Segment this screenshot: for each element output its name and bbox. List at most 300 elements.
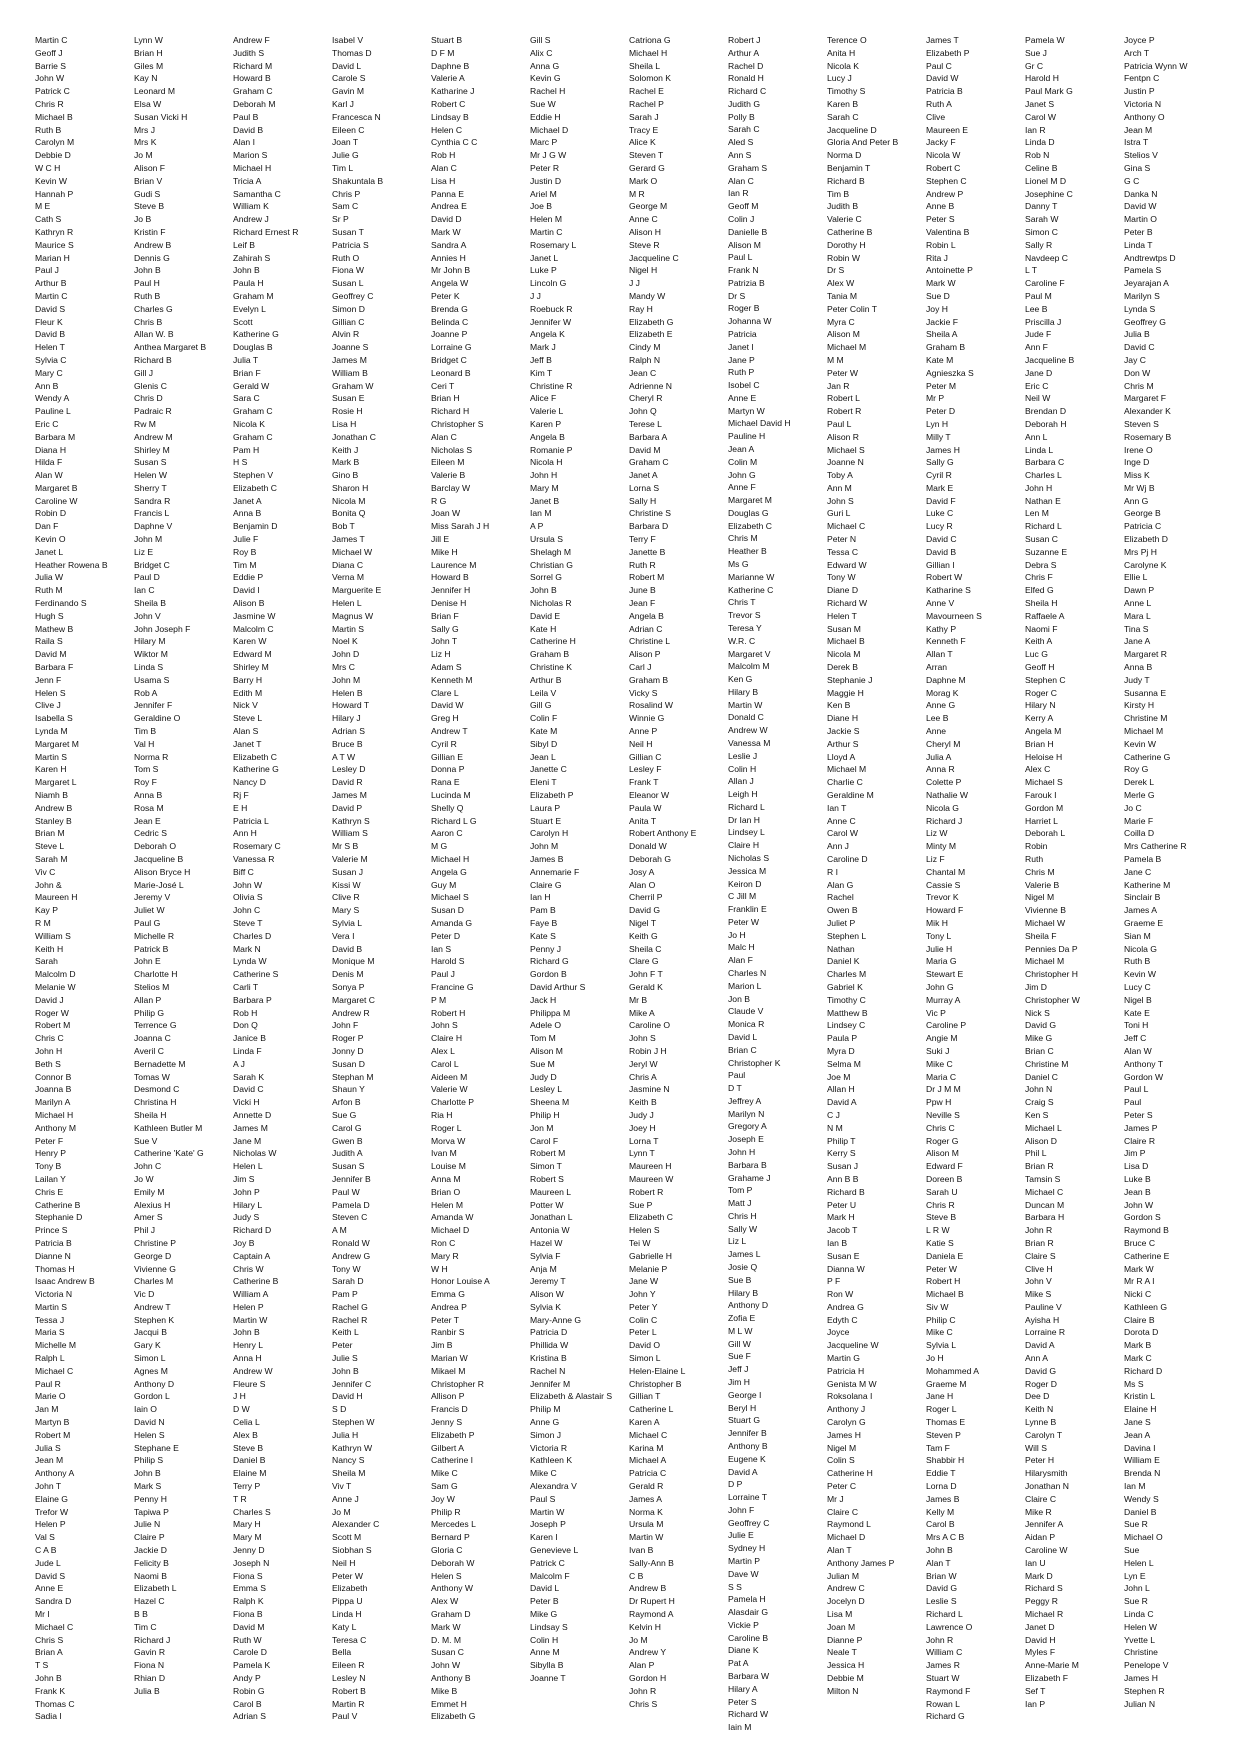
name-entry: Chris F <box>1025 572 1053 583</box>
name-entry: John B <box>530 585 557 596</box>
name-entry: Andrew B <box>629 1583 667 1594</box>
name-entry: Jon M <box>530 1122 554 1133</box>
name-entry: Judy J <box>629 1109 654 1120</box>
name-entry: Richard W <box>728 1709 769 1720</box>
name-entry: Mike G <box>530 1609 558 1620</box>
name-entry: Elizabeth G <box>431 1711 476 1722</box>
name-entry: Anne-Marie M <box>1025 1660 1079 1671</box>
name-entry: Beryl H <box>728 1402 757 1413</box>
name-entry: Kenneth M <box>431 674 473 685</box>
name-entry: James A <box>629 1493 662 1504</box>
name-entry: Keith H <box>35 943 64 954</box>
name-entry: Pat A <box>728 1658 749 1669</box>
name-entry: Joseph E <box>728 1134 764 1145</box>
name-entry: Inge D <box>1124 457 1150 468</box>
name-entry: Steve R <box>629 239 660 250</box>
name-entry: Geraldine M <box>827 790 874 801</box>
name-entry: Wendy A <box>35 393 70 404</box>
name-entry: John B <box>35 1673 62 1683</box>
name-entry: Graham B <box>629 674 669 685</box>
name-entry: Alice K <box>629 137 656 148</box>
name-entry: Anne <box>926 726 947 737</box>
name-entry: Paul D <box>134 572 160 583</box>
name-entry: Gillian C <box>332 316 365 327</box>
name-entry: Susan D <box>332 1058 365 1069</box>
name-entry: Monica R <box>728 1019 765 1030</box>
name-entry: Juliet W <box>134 905 165 916</box>
name-entry: J J <box>629 278 640 289</box>
name-entry: Isaac Andrew B <box>35 1276 95 1287</box>
name-entry: Alan P <box>629 1660 655 1671</box>
name-entry: Alison H <box>629 226 661 237</box>
name-entry: Philip C <box>926 1314 956 1325</box>
name-entry: L R W <box>926 1225 950 1236</box>
name-entry: Peter T <box>431 1314 460 1325</box>
name-entry: Mr I <box>35 1609 50 1620</box>
name-entry: Martin C <box>530 226 563 237</box>
name-entry: Elizabeth C <box>233 751 277 762</box>
name-entry: Tony W <box>827 572 856 583</box>
name-entry: Simon C <box>1025 226 1058 237</box>
name-entry: Charles G <box>134 303 173 314</box>
name-entry: Richard L <box>1025 521 1062 532</box>
name-entry: Josy A <box>629 866 655 877</box>
name-entry: Tim C <box>134 1621 157 1632</box>
name-entry: Liz E <box>134 546 154 557</box>
name-entry: Michael S <box>431 892 469 903</box>
name-entry: Catherine G <box>1124 751 1171 762</box>
name-entry: Biff C <box>233 866 254 877</box>
name-entry: Peter C <box>827 1481 857 1492</box>
name-entry: Jonny D <box>332 1045 364 1056</box>
name-entry: Gudi S <box>134 188 161 199</box>
name-entry: Mary R <box>431 1250 459 1261</box>
name-entry: Mr S B <box>332 841 359 852</box>
name-entry: Pippa U <box>332 1596 363 1607</box>
name-entry: Clive <box>926 111 946 122</box>
name-column <box>431 34 530 1734</box>
name-entry: Marie-José L <box>134 879 184 890</box>
name-entry: Laurence M <box>431 559 477 570</box>
name-entry: Robert Anthony E <box>629 828 697 839</box>
name-entry: Brian V <box>134 175 163 186</box>
name-entry: Ferdinando S <box>35 598 87 609</box>
name-entry: Roger L <box>431 1122 462 1133</box>
name-entry: Craig S <box>1025 1097 1054 1108</box>
name-entry: Andrea P <box>431 1301 467 1312</box>
name-entry: W.R. C <box>728 635 756 646</box>
name-entry: Francis L <box>134 508 170 519</box>
name-entry: John W <box>35 73 65 84</box>
name-entry: Brendan D <box>1025 406 1067 417</box>
name-entry: Sam C <box>332 201 359 212</box>
name-entry: Christina H <box>134 1097 177 1108</box>
name-entry: M M <box>827 354 844 365</box>
name-entry: Roy G <box>1124 764 1149 775</box>
name-entry: Caroline F <box>1025 278 1065 289</box>
name-entry: Michael D <box>431 1225 470 1236</box>
name-entry: Rob A <box>134 687 158 698</box>
name-entry: Catherine B <box>35 1199 81 1210</box>
name-entry: Barbara D <box>629 521 669 532</box>
name-entry: James P <box>1124 1122 1158 1133</box>
name-entry: John R <box>926 1634 954 1645</box>
name-entry: Ken G <box>728 674 753 685</box>
name-entry: Anthony J <box>827 1404 866 1415</box>
name-entry: Elizabeth C <box>629 1212 673 1223</box>
name-entry: Jo H <box>926 1353 944 1364</box>
name-entry: Karen I <box>530 1532 558 1543</box>
name-entry: Susan J <box>827 1161 859 1172</box>
name-entry: Robert C <box>926 162 961 173</box>
name-entry: Jonathan L <box>530 1212 573 1223</box>
name-entry: Kathryn R <box>35 226 74 237</box>
name-entry: Jim D <box>1025 981 1047 992</box>
name-entry: Jude L <box>35 1557 61 1568</box>
name-entry: Michael S <box>1025 777 1063 788</box>
name-entry: Rj F <box>233 790 249 801</box>
name-entry: Philip H <box>530 1109 560 1120</box>
name-entry: Antonia W <box>530 1225 570 1236</box>
name-entry: George I <box>728 1389 762 1400</box>
name-entry: David G <box>1025 1365 1057 1376</box>
name-entry: Jack H <box>530 994 557 1005</box>
name-entry: Ronald W <box>332 1237 370 1248</box>
name-entry: Alan S <box>233 726 259 737</box>
name-entry: Chris B <box>134 316 163 327</box>
name-entry: Annies H <box>431 252 466 263</box>
name-entry: Paula W <box>629 802 662 813</box>
name-entry: Simon T <box>530 1161 562 1172</box>
name-entry: Patricia C <box>1124 521 1162 532</box>
name-entry: Ruth O <box>332 252 360 263</box>
name-entry: Michael B <box>827 636 865 647</box>
name-entry: Alex W <box>827 278 855 289</box>
name-entry: Sue D <box>926 290 950 301</box>
name-entry: Ronald H <box>728 73 764 84</box>
name-entry: Kathleen Butler M <box>134 1122 203 1133</box>
name-entry: Kathy P <box>926 623 957 634</box>
name-entry: Angela G <box>431 866 467 877</box>
name-entry: Andrew W <box>728 725 768 736</box>
name-entry: Nicola G <box>926 802 959 813</box>
name-entry: Neville S <box>926 1109 960 1120</box>
name-entry: Angela K <box>530 329 565 340</box>
name-entry: Mark W <box>926 278 956 289</box>
name-entry: Simon L <box>629 1353 661 1364</box>
name-entry: Geoff H <box>1025 662 1055 673</box>
name-entry: Alan W <box>35 470 63 481</box>
name-entry: Christine <box>1124 1647 1158 1658</box>
name-entry: Dr S <box>827 265 845 276</box>
name-entry: Hugh S <box>35 610 64 621</box>
name-entry: Alison Bryce H <box>134 866 191 877</box>
name-entry: Hilda F <box>35 457 63 468</box>
name-entry: Peter S <box>728 1696 757 1707</box>
name-entry: Anita H <box>827 47 856 58</box>
name-entry: Jean F <box>629 598 656 609</box>
name-entry: Chris T <box>728 597 756 608</box>
name-entry: Genista M W <box>827 1378 877 1389</box>
name-entry: Margaret B <box>35 482 78 493</box>
name-entry: Isobel C <box>728 380 760 391</box>
name-entry: Gordon L <box>134 1391 170 1402</box>
name-entry: Lorna T <box>629 1135 659 1146</box>
name-entry: Malcolm M <box>728 661 770 672</box>
name-entry: David R <box>332 777 363 788</box>
name-entry: John S <box>431 1020 458 1031</box>
name-entry: Dee D <box>1025 1391 1050 1402</box>
name-entry: Carolyn T <box>1025 1429 1063 1440</box>
name-entry: Jay C <box>1124 354 1146 365</box>
name-entry: Danka N <box>1124 188 1158 199</box>
name-entry: Lisa D <box>1124 1161 1149 1172</box>
name-entry: Sara C <box>233 393 260 404</box>
name-entry: Brian H <box>134 47 163 58</box>
name-entry: Donald C <box>728 712 764 723</box>
name-entry: Peter U <box>827 1199 857 1210</box>
name-entry: Elizabeth C <box>728 520 772 531</box>
name-entry: Nick V <box>233 700 258 711</box>
name-entry: Stuart W <box>926 1673 960 1683</box>
name-entry: William A <box>233 1289 269 1300</box>
name-entry: Jon B <box>728 993 750 1004</box>
name-entry: D W <box>233 1404 250 1415</box>
name-entry: Stephen C <box>1025 674 1066 685</box>
name-entry: Jane W <box>629 1276 659 1287</box>
name-entry: Gordon B <box>530 969 567 980</box>
name-entry: Barbara A <box>629 431 668 442</box>
name-entry: Jennifer H <box>431 585 471 596</box>
name-entry: Terese L <box>629 418 662 429</box>
name-entry: Sandra R <box>134 495 171 506</box>
name-entry: Katy L <box>332 1621 357 1632</box>
name-entry: Navdeep C <box>1025 252 1068 263</box>
name-entry: Julia A <box>926 751 952 762</box>
name-entry: Kate H <box>530 623 557 634</box>
name-entry: Paul L <box>827 418 852 429</box>
name-entry: Peter D <box>431 930 461 941</box>
name-entry: Elsa W <box>134 98 162 109</box>
name-entry: Anja M <box>530 1263 557 1274</box>
name-entry: Mary S <box>332 905 360 916</box>
name-entry: Paul J <box>35 265 59 276</box>
name-entry: Barbara H <box>1025 1212 1065 1223</box>
name-entry: Christopher S <box>431 418 484 429</box>
name-entry: Keith L <box>332 1327 359 1338</box>
name-entry: Colin J <box>728 213 755 224</box>
name-entry: David S <box>35 303 66 314</box>
name-entry: Susan Vicki H <box>134 111 188 122</box>
name-entry: Eugene K <box>728 1453 766 1464</box>
name-entry: Rosemary L <box>530 239 577 250</box>
name-entry: David S <box>35 1570 66 1581</box>
name-entry: Katherine G <box>233 764 279 775</box>
name-entry: Ann F <box>1025 342 1048 353</box>
name-entry: Hazel W <box>530 1237 563 1248</box>
name-entry: David O <box>629 1340 661 1351</box>
name-entry: John N <box>1025 1084 1053 1095</box>
name-entry: Anne C <box>629 214 658 225</box>
name-entry: Mik H <box>926 917 948 928</box>
name-entry: Fiona N <box>134 1660 165 1671</box>
name-entry: Edith M <box>233 687 263 698</box>
name-entry: Ceri T <box>431 380 455 391</box>
name-entry: Emmet H <box>431 1698 467 1709</box>
name-entry: Sally G <box>926 457 954 468</box>
name-entry: Gavin R <box>134 1647 166 1658</box>
name-entry: Tim B <box>134 726 157 737</box>
name-entry: Steve L <box>233 713 263 724</box>
name-entry: Dawn P <box>1124 585 1155 596</box>
name-entry: Joan M <box>827 1621 856 1632</box>
name-entry: Carol W <box>827 828 859 839</box>
name-entry: Captain A <box>233 1250 271 1261</box>
name-entry: Catherine H <box>827 1468 873 1479</box>
name-entry: Karen H <box>35 764 67 775</box>
name-entry: M L W <box>728 1325 753 1336</box>
name-entry: Frank N <box>728 265 759 276</box>
name-entry: Nancy S <box>332 1455 365 1466</box>
name-entry: Patricia Wynn W <box>1124 60 1188 71</box>
name-entry: Verna M <box>332 572 365 583</box>
name-entry: Mrs K <box>134 137 157 148</box>
name-entry: Emma G <box>431 1289 465 1300</box>
name-entry: Mikael M <box>431 1365 466 1376</box>
name-entry: John B <box>233 1327 260 1338</box>
name-entry: Margaret F <box>1124 393 1167 404</box>
name-entry: Peter F <box>35 1135 64 1146</box>
name-entry: Philippa M <box>530 1007 571 1018</box>
name-entry: Luke C <box>926 508 954 519</box>
name-entry: Mike C <box>530 1468 557 1479</box>
name-entry: Dorothy H <box>827 239 866 250</box>
name-entry: Alan T <box>926 1557 951 1568</box>
name-entry: Allan T <box>926 649 953 660</box>
name-entry: Stuart G <box>728 1415 760 1426</box>
name-entry: John C <box>233 905 261 916</box>
name-entry: Jeremy T <box>530 1276 566 1287</box>
name-entry: Jessica M <box>728 865 767 876</box>
name-entry: Chris D <box>134 393 163 404</box>
name-entry: Nicola G <box>1124 943 1157 954</box>
name-entry: Jeffrey A <box>728 1095 762 1106</box>
name-entry: Duncan M <box>1025 1199 1065 1210</box>
name-entry: Christine M <box>1025 1058 1069 1069</box>
name-entry: Christine L <box>629 636 671 647</box>
name-entry: Anthony B <box>728 1440 768 1451</box>
name-entry: Annemarie F <box>530 866 580 877</box>
name-entry: Andrea E <box>431 201 467 212</box>
name-entry: Graham C <box>629 457 669 468</box>
name-entry: Ellie L <box>1124 572 1148 583</box>
name-entry: Penelope V <box>1124 1660 1169 1671</box>
name-entry: Margaret L <box>35 777 77 788</box>
name-entry: Katharine S <box>926 585 971 596</box>
name-entry: Vanessa M <box>728 737 771 748</box>
name-entry: T R <box>233 1493 247 1504</box>
name-entry: Helen M <box>431 1199 463 1210</box>
name-entry: John H <box>530 470 558 481</box>
name-entry: Hilary L <box>233 1199 263 1210</box>
name-entry: Julian M <box>827 1570 859 1581</box>
name-entry: Gill G <box>530 700 552 711</box>
name-entry: James M <box>332 790 367 801</box>
name-entry: Hilary B <box>728 686 759 697</box>
name-column <box>1124 34 1223 1734</box>
name-entry: Martin W <box>629 1532 664 1543</box>
name-entry: Teresa Y <box>728 622 762 633</box>
name-entry: Vivienne G <box>134 1263 176 1274</box>
name-entry: Clive J <box>35 700 61 711</box>
name-entry: Anne C <box>827 815 856 826</box>
name-entry: Julia B <box>1124 329 1150 340</box>
name-entry: Siobhan S <box>332 1545 372 1556</box>
name-entry: Leonard B <box>431 367 471 378</box>
name-entry: Sally-Ann B <box>629 1557 674 1568</box>
name-entry: Christine M <box>1124 713 1168 724</box>
name-entry: Elizabeth F <box>1025 1673 1068 1683</box>
name-entry: Paul <box>1124 1097 1142 1108</box>
name-entry: Justin D <box>530 175 562 186</box>
name-entry: Chris M <box>1025 866 1055 877</box>
name-entry: Paul <box>728 1070 746 1081</box>
name-entry: Jane P <box>728 354 755 365</box>
name-entry: Leslie S <box>926 1596 957 1607</box>
name-entry: Adrian S <box>233 1711 266 1722</box>
name-entry: Stephen L <box>827 930 867 941</box>
name-entry: Jane D <box>1025 367 1053 378</box>
name-entry: Stephan M <box>332 1071 374 1082</box>
name-entry: Richard B <box>827 175 865 186</box>
name-entry: Jenny D <box>233 1545 265 1556</box>
name-entry: Jan R <box>827 380 850 391</box>
name-entry: Ann J <box>827 841 849 852</box>
name-entry: Jeff C <box>1124 1033 1147 1044</box>
name-entry: Anthony M <box>35 1122 77 1133</box>
name-entry: Robert L <box>827 393 860 404</box>
name-entry: June B <box>629 585 656 596</box>
name-entry: George B <box>1124 508 1161 519</box>
name-entry: Cyril R <box>926 470 952 481</box>
name-entry: George M <box>629 201 668 212</box>
name-entry: Solomon K <box>629 73 672 84</box>
name-entry: Robert H <box>431 1007 466 1018</box>
name-entry: Maureen W <box>629 1173 674 1184</box>
name-entry: Peggy R <box>1025 1596 1058 1607</box>
name-entry: Milly T <box>926 431 951 442</box>
name-entry: Geoffrey C <box>332 290 374 301</box>
name-entry: John L <box>1124 1583 1150 1594</box>
name-entry: Marilyn N <box>728 1108 765 1119</box>
name-entry: Sheila F <box>1025 930 1057 941</box>
name-entry: Martyn B <box>35 1417 70 1428</box>
name-entry: Lisa H <box>332 418 357 429</box>
name-entry: Helen T <box>827 610 857 621</box>
name-entry: Maggie H <box>827 687 864 698</box>
name-entry: Alison P <box>629 649 661 660</box>
name-entry: Elaine M <box>233 1468 267 1479</box>
name-entry: Jean A <box>728 444 755 454</box>
name-entry: Patricia H <box>827 1365 865 1376</box>
name-entry: Barbara W <box>728 1671 770 1681</box>
name-entry: Susan E <box>332 393 365 404</box>
name-entry: Stuart B <box>431 35 463 45</box>
name-entry: Andrew P <box>926 188 964 199</box>
name-entry: Richard G <box>530 956 569 967</box>
name-entry: Jean L <box>530 751 556 762</box>
name-entry: Pamela K <box>233 1660 271 1671</box>
